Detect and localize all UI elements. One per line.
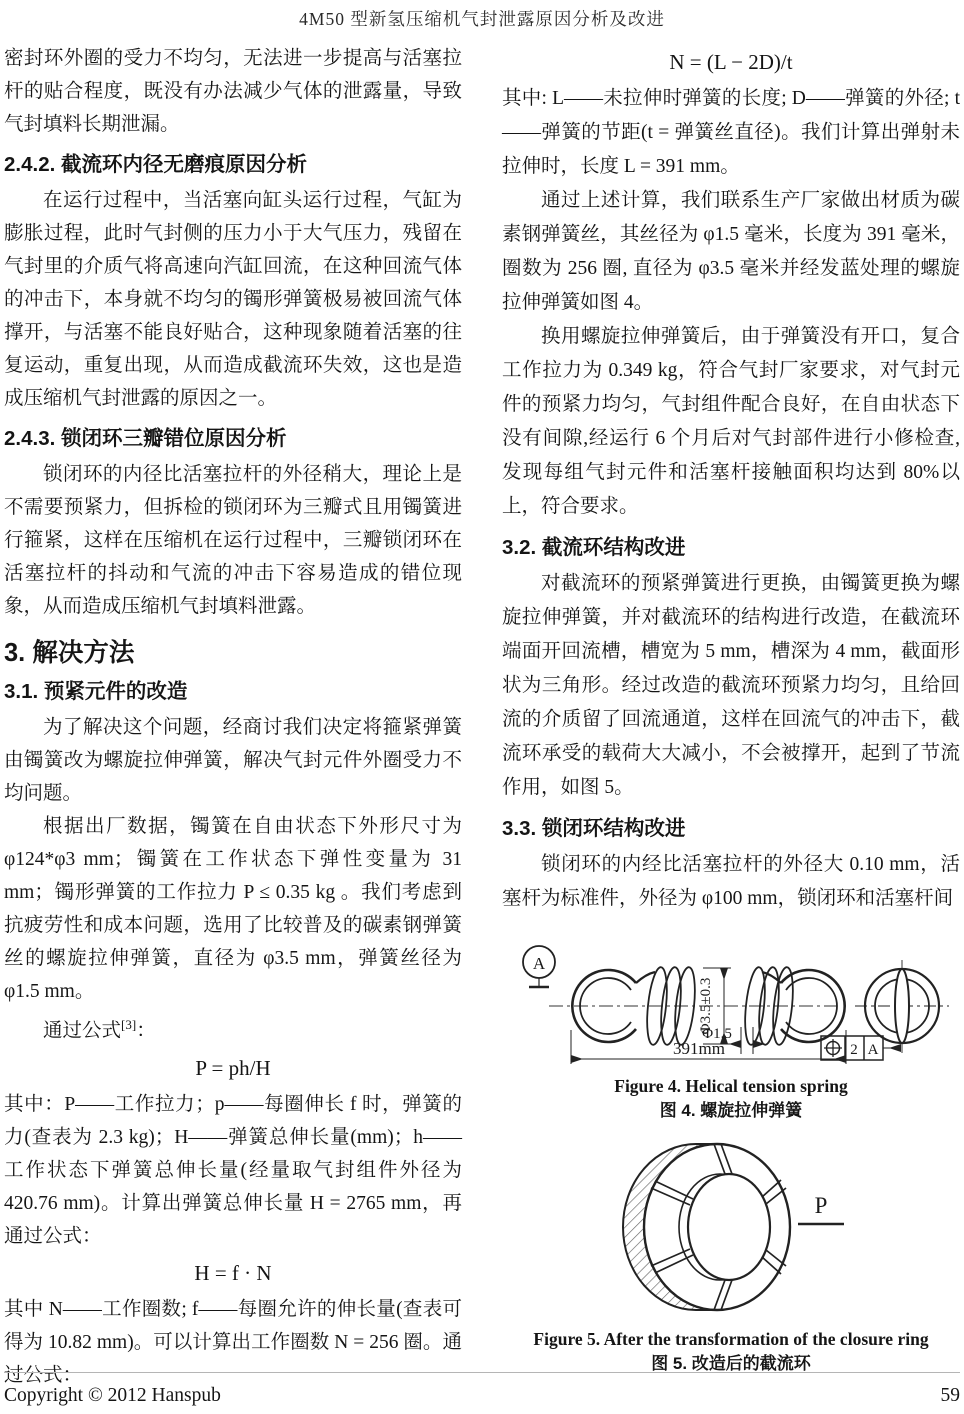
formula-p-ph-h: P = ph/H xyxy=(195,1055,271,1080)
figure5-caption-zh: 图 5. 改造后的截流环 xyxy=(651,1354,811,1373)
figure4-caption-en: Figure 4. Helical tension spring xyxy=(614,1076,848,1096)
paragraph: 其中：P——工作拉力；p——每圈伸长 f 时，弹簧的力(查表为 2.3 kg)；H——弹簧总伸长量(mm)；h——工作状态下弹簧总伸长量(经量取气封组件外径为 420.76 mm)。计算出弹簧总伸长量 H = 2765 mm，再通过公式： xyxy=(4,1093,462,1247)
footer-copyright: Copyright © 2012 Hanspub xyxy=(4,1385,221,1406)
tolerance-value: 2 xyxy=(850,1042,858,1058)
right-column xyxy=(502,42,960,1376)
section-heading-3-1: 3.1. 预紧元件的改造 xyxy=(4,680,188,703)
wire-diameter-dim: Φ1.5 xyxy=(702,1026,732,1042)
footer-page-number: 59 xyxy=(940,1385,960,1406)
formula-intro-line xyxy=(4,1008,462,1048)
paragraph: 为了解决这个问题，经商讨我们决定将箍紧弹簧由镯簧改为螺旋拉伸弹簧，解决气封元件外圈受力不均问题。 xyxy=(4,717,462,804)
figure4-spring-drawing xyxy=(503,932,959,1070)
paragraph: 锁闭环的内径比活塞拉杆的外径稍大，理论上是不需要预紧力，但拆检的锁闭环为三瓣式且用镯簧进行箍紧，这样在压缩机在运行过程中，三瓣锁闭环在活塞拉杆的抖动和气流的冲击下容易造成的错位现象，从而造成压缩机气封填料泄露。 xyxy=(4,464,462,617)
spring-outer-diameter-dim: Φ3.5±0.3 xyxy=(698,977,714,1035)
tolerance-datum: A xyxy=(867,1042,879,1058)
paragraph: 根据出厂数据，镯簧在自由状态下外形尺寸为 φ124*φ3 mm；镯簧在工作状态下弹性变量为 31 mm；镯形弹簧的工作拉力 P ≤ 0.35 kg 。我们考虑到抗疲劳性和成本问题，选用了比较普及的碳素钢弹簧丝的螺旋拉伸弹簧，直径为 φ3.5 mm，弹簧丝径为 φ1.5 mm。 xyxy=(4,816,462,1002)
ring-hole-edge xyxy=(688,1174,770,1280)
paragraph: 换用螺旋拉伸弹簧后，由于弹簧没有开口，复合工作拉力为 0.349 kg，符合气封厂家要求，对气封元件的预紧力均匀，气封组件配合良好，在自由状态下没有间隙,经运行 6 个月后对气封部件进行小修检查,发现每组气封元件和活塞杆接触面积均达到 80%以上，符合要求。 xyxy=(502,326,960,517)
citation-3: [3] xyxy=(121,1017,137,1032)
spring-length-dim: 391mm xyxy=(673,1039,725,1058)
force-p-label: P xyxy=(814,1193,828,1218)
paragraph: 密封环外圈的受力不均匀，无法进一步提高与活塞拉杆的贴合程度，既没有办法减少气体的泄露量，导致气封填料长期泄漏。 xyxy=(4,48,462,135)
force-annotation xyxy=(798,1193,844,1224)
formula-h-fn: H = f · N xyxy=(194,1260,272,1285)
paragraph: 其中 N——工作圈数; f——每圈允许的伸长量(查表可得为 10.82 mm)。可以计算出工作圈数 N = 256 圈。通过公式： xyxy=(4,1298,462,1386)
datum-a-balloon xyxy=(523,946,555,987)
section-heading-2-4-3: 2.4.3. 锁闭环三瓣错位原因分析 xyxy=(4,427,287,450)
paragraph: 通过上述计算，我们联系生产厂家做出材质为碳素钢弹簧丝，其丝径为 φ1.5 毫米，长度为 391 毫米，圈数为 256 圈, 直径为 φ3.5 毫米并经发蓝处理的螺旋拉伸弹簧如图 4。 xyxy=(502,190,960,313)
figure5-caption-en: Figure 5. After the transformation of the closure ring xyxy=(533,1329,929,1349)
section-heading-3: 3. 解决方法 xyxy=(4,639,135,667)
figure-5 xyxy=(502,1131,960,1376)
formula-n-l2d-t: N = (L − 2D)/t xyxy=(669,50,793,74)
position-tolerance-icon xyxy=(824,1039,842,1057)
formula-intro-colon: ： xyxy=(136,1020,156,1042)
page-title: 4M50 型新氢压缩机气封泄露原因分析及改进 xyxy=(299,9,665,29)
paragraph: 锁闭环的内经比活塞拉杆的外径大 0.10 mm，活塞杆为标准件，外径为 φ100 mm，锁闭环和活塞杆间 xyxy=(502,854,960,909)
spring-end-view xyxy=(855,960,949,1053)
paragraph: 对截流环的预紧弹簧进行更换，由镯簧更换为螺旋拉伸弹簧，并对截流环的结构进行改造，在截流环端面开回流槽，槽宽为 5 mm，槽深为 4 mm，截面形状为三角形。经过改造的截流环预紧力均匀，且给回流的介质留了回流通道，这样在回流气的冲击下，截流环承受的载荷大大减小，不会被撑开，起到了节流作用，如图 5。 xyxy=(502,573,960,798)
formula-intro-text: 通过公式 xyxy=(43,1020,122,1042)
figure4-caption-zh: 图 4. 螺旋拉伸弹簧 xyxy=(659,1101,803,1120)
section-heading-2-4-2: 2.4.2. 截流环内径无磨痕原因分析 xyxy=(4,153,307,176)
page-footer xyxy=(4,1372,960,1407)
paragraph: 其中: L——未拉伸时弹簧的长度; D——弹簧的外径; t——弹簧的节距(t = 弹簧丝直径)。我们计算出弹射未拉伸时，长度 L = 391 mm。 xyxy=(502,88,960,177)
figure-4 xyxy=(502,932,960,1123)
figure5-ring-drawing xyxy=(503,1131,959,1323)
left-column xyxy=(4,42,462,1392)
section-heading-3-2: 3.2. 截流环结构改进 xyxy=(502,536,686,559)
paragraph: 在运行过程中，当活塞向缸头运行过程，气缸为膨胀过程，此时气封侧的压力小于大气压力，残留在气封里的介质气将高速向汽缸回流，在这种回流气体的冲击下，本身就不均匀的镯形弹簧极易被回流气体撑开，与活塞不能良好贴合，这种现象随着活塞的往复运动，重复出现，从而造成截流环失效，这也是造成压缩机气封泄露的原因之一。 xyxy=(4,190,462,409)
datum-a-label: A xyxy=(532,954,546,973)
section-heading-3-3: 3.3. 锁闭环结构改进 xyxy=(502,817,686,840)
